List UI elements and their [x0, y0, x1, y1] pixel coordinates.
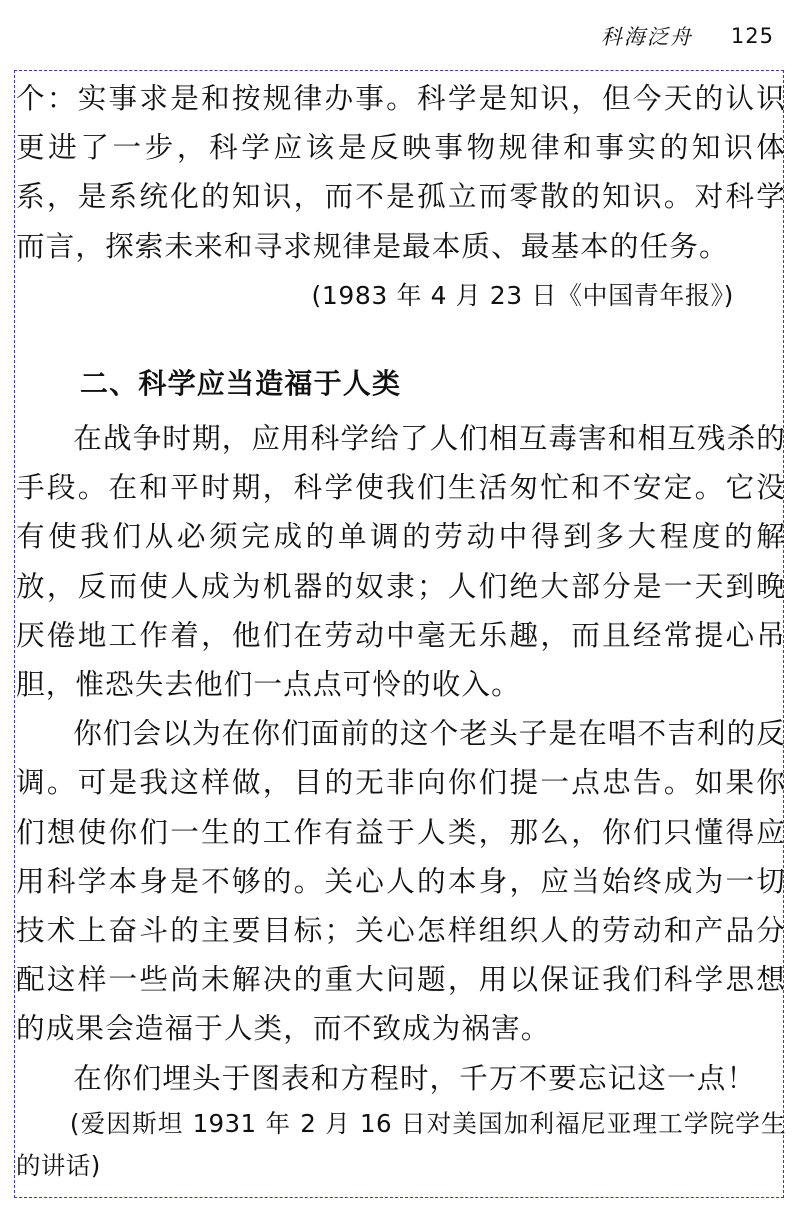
- paragraph-war-peace: 在战争时期，应用科学给了人们相互毒害和相互残杀的手段。在和平时期，科学使我们生活匆忙和不安定。它没有使我们从必须完成的单调的劳动中得到多大程度的解放，反而使人成为机器的奴隶；人们绝大部分是一天到晚厌倦地工作着，他们在劳动中毫无乐趣，而且经常提心吊胆，惟恐失去他们一点点可怜的收入。: [16, 421, 786, 702]
- source-citation-speech: (爱因斯坦 1931 年 2 月 16 日对美国加利福尼亚理工学院学生的讲话): [16, 1108, 786, 1180]
- page-number: 125: [730, 24, 774, 48]
- paragraph-reminder: 在你们埋头于图表和方程时，千万不要忘记这一点！: [73, 1060, 757, 1095]
- source-citation-newspaper: (1983 年 4 月 23 日《中国青年报》): [311, 280, 734, 310]
- paragraph-advice: 你们会以为在你们面前的这个老头子是在唱不吉利的反调。可是我这样做，目的无非向你们提一点忠告。如果你们想使你们一生的工作有益于人类，那么，你们只懂得应用科学本身是不够的。关心人的本身，应当始终成为一切技术上奋斗的主要目标；关心怎样组织人的劳动和产品分配这样一些尚未解决的重大问题，用以保证我们科学思想的成果会造福于人类，而不致成为祸害。: [16, 716, 786, 1046]
- paragraph-continued: 个：实事求是和按规律办事。科学是知识，但今天的认识更进了一步，科学应该是反映事物规律和事实的知识体系，是系统化的知识，而不是孤立而零散的知识。对科学而言，探索未来和寻求规律是最本质、最基本的任务。: [16, 81, 786, 263]
- book-title: 科海泛舟: [600, 25, 693, 49]
- page-body: [16, 74, 786, 1187]
- running-header: [601, 18, 774, 54]
- section-heading: 二、科学应当造福于人类: [80, 367, 402, 401]
